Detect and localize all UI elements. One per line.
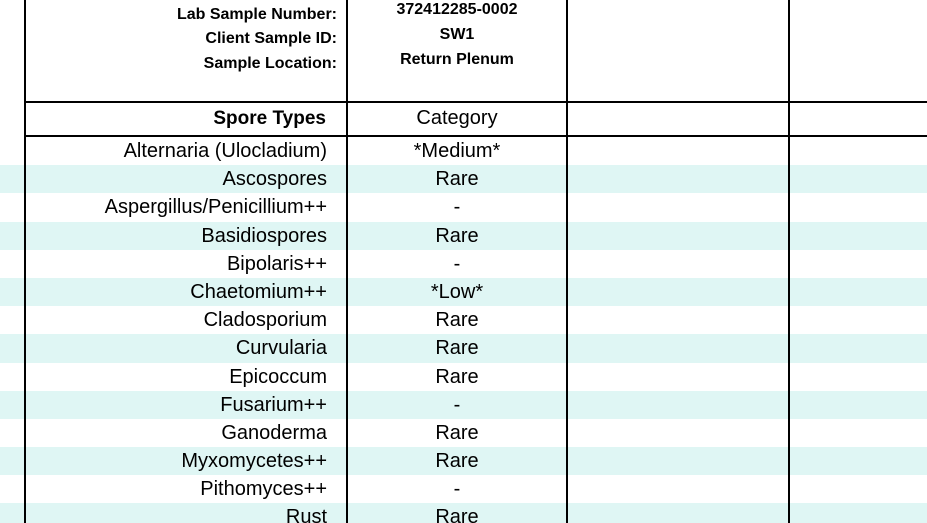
category-cell: Rare (435, 224, 479, 247)
spore-type-cell: Ganoderma (221, 421, 327, 444)
sample-location-value: Return Plenum (400, 51, 514, 68)
spore-type-cell: Rust (285, 506, 327, 523)
category-cell: - (453, 478, 461, 501)
client-sample-id-value: SW1 (439, 26, 475, 43)
category-cell: *Low* (430, 280, 484, 303)
client-sample-id-label: Client Sample ID: (205, 30, 337, 47)
category-cell: *Medium* (413, 140, 501, 162)
spore-type-cell: Epicoccum (229, 365, 327, 388)
category-column-header: Category (416, 107, 498, 129)
category-cell: Rare (435, 168, 479, 191)
table-rule-col1 (346, 0, 348, 523)
category-cell: Rare (435, 309, 479, 332)
category-cell: - (453, 393, 461, 416)
lab-sample-number-label: Lab Sample Number: (176, 6, 337, 23)
table-rule-left (24, 0, 26, 523)
header-rule-top (24, 101, 927, 103)
spore-type-cell: Ascospores (222, 168, 327, 191)
spore-type-cell: Pithomyces++ (200, 478, 327, 501)
table-rule-col3 (788, 0, 790, 523)
table-rule-col2 (566, 0, 568, 523)
category-cell: - (453, 196, 461, 219)
spore-type-cell: Curvularia (235, 337, 327, 360)
header-rule-bottom (24, 135, 927, 137)
spore-type-cell: Aspergillus/Penicillium++ (104, 196, 327, 219)
spore-type-cell: Bipolaris++ (226, 252, 327, 275)
spore-type-cell: Fusarium++ (220, 393, 327, 416)
spore-type-cell: Cladosporium (203, 309, 327, 332)
sample-location-label: Sample Location: (203, 55, 337, 72)
lab-sample-number-value: 372412285-0002 (396, 1, 518, 18)
spore-type-cell: Alternaria (Ulocladium) (123, 140, 327, 162)
category-cell: Rare (435, 337, 479, 360)
spore-type-cell: Basidiospores (201, 224, 327, 247)
spore-types-column-header: Spore Types (213, 108, 326, 129)
category-cell: Rare (435, 365, 479, 388)
category-cell: - (453, 252, 461, 275)
spore-type-cell: Myxomycetes++ (181, 450, 327, 473)
category-cell: Rare (435, 450, 479, 473)
spore-type-cell: Chaetomium++ (190, 280, 327, 303)
category-cell: Rare (435, 421, 479, 444)
category-cell: Rare (435, 506, 479, 523)
